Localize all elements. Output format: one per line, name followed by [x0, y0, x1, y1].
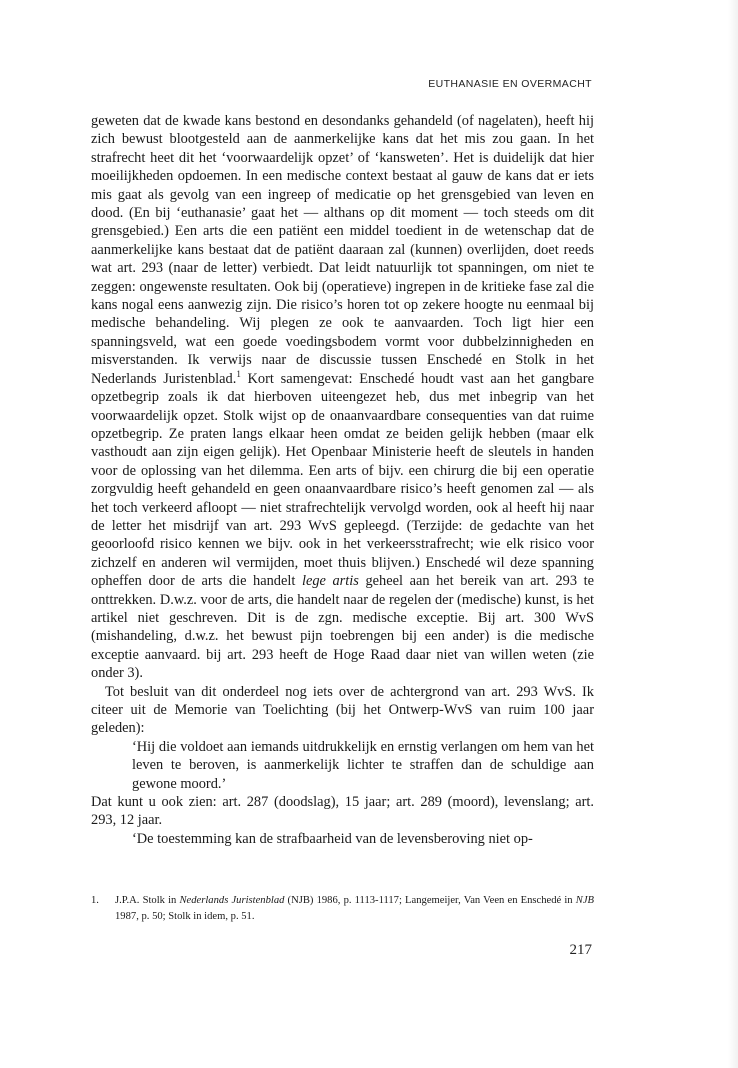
footnotes [91, 893, 594, 924]
footnote-journal-title: Nederlands Juristenblad [179, 895, 285, 906]
page-edge-shadow [728, 0, 738, 1068]
footnote-text-b: (NJB) 1986, p. 1113-1117; Langemeijer, Van Veen en Enschedé in [284, 895, 576, 906]
paragraph-2: Tot besluit van dit onderdeel nog iets over de achtergrond van art. 293 WvS. Ik citeer uit de Memorie van Toelichting (bij het Ontwerp-WvS van ruim 100 jaar geleden): [91, 683, 594, 737]
footnote-journal-abbrev: NJB [575, 895, 594, 906]
paragraph-1-text-c: geheel aan het bereik van art. 293 te onttrekken. D.w.z. voor de arts, die handelt naar de regelen der (medische) kunst, is het artikel niet geschreven. Dit is de zgn. medische exceptie. Bij art. 300 WvS (mishandeling, d.w.z. het bewust pijn toebrengen bij een ander) is die medische exceptie aanvaard. bij art. 293 heeft de Hoge Raad daar niet van willen weten (zie onder 3). [91, 573, 594, 682]
footnote-text-a: J.P.A. Stolk in [115, 895, 180, 906]
paragraph-1-text-b: Kort samengevat: Enschedé houdt vast aan het gangbare opzetbegrip zoals ik dat hierboven uiteengezet heb, dus met inbegrip van het voorwaardelijk opzet. Stolk wijst op de onaanvaardbare consequenties van dat ruime opzetbegrip. Ze praten langs elkaar heen omdat ze beiden gelijk hebben (maar elk vasthoudt aan zijn eigen gelijk). Het Openbaar Ministerie heeft de sleutels in handen voor de oplossing van het dilemma. Een arts of bijv. een chirurg die bij een operatie zorgvuldig heeft gehandeld en geen onaanvaardbare risico’s heeft genomen zal — als het toch verkeerd afloopt — niet strafrechtelijk vervolgd worden, ook al heeft hij naar de letter het misdrijf van art. 293 WvS gepleegd. (Terzijde: de gedachte van het geoorloofd risico kennen we bijv. ook in het verkeersstrafrecht; wie elk risico voor zichzelf en anderen wil vermijden, moet thuis blijven.) Enschedé wil deze spanning opheffen door de arts die handelt [91, 370, 594, 590]
footnote-text [115, 893, 594, 924]
block-quote-2: ‘De toestemming kan de strafbaarheid van de levensberoving niet op- [132, 830, 533, 847]
paragraph-3: Dat kunt u ook zien: art. 287 (doodslag), 15 jaar; art. 289 (moord), levenslang; art. 293, 12 jaar. [91, 794, 594, 829]
footnote-text-c: 1987, p. 50; Stolk in idem, p. 51. [115, 910, 255, 922]
page-number: 217 [569, 942, 592, 958]
italic-term: lege artis [301, 573, 359, 590]
paragraph-1 [91, 112, 594, 683]
running-header: EUTHANASIE EN OVERMACHT [428, 78, 592, 90]
paragraph-1-text-a: geweten dat de kwade kans bestond en desondanks gehandeld (of nagelaten), heeft hij zich bewust blootgesteld aan de aanmerkelijke kans dat het mis zou gaan. In het strafrecht heet dit het ‘voorwaardelijk opzet’ of ‘kansweten’. Het is duidelijk dat hier moeilijkheden opdoemen. In een medische context bestaat al gauw de kans dat er iets mis gaat als gevolg van een ingreep of medicatie op het grensgebied van leven en dood. (En bij ‘euthanasie’ gaat het — althans op dit moment — toch steeds om dit grensgebied.) Een arts die een patiënt een middel toedient in de wetenschap dat de aanmerkelijke kans bestaat dat de patiënt daaraan zal (kunnen) overlijden, doet reeds wat art. 293 (naar de letter) verbiedt. Dat leidt natuurlijk tot spanningen, om niet te zeggen: ongewenste resultaten. Ook bij (operatieve) ingrepen in de kritieke fase zal die kans nogal eens aanwezig zijn. Die risico’s horen tot op zekere hoogte nu eenmaal bij medische behandeling. Wij plegen ze ook te aanvaarden. Toch ligt hier een spanningsveld, wat een goede voedingsbodem vormt voor dubbelzinnigheden en misverstanden. Ik verwijs naar de discussie tussen Enschedé en Stolk in het Nederlands Juristenblad. [91, 113, 594, 387]
footnote-number: 1. [91, 895, 99, 906]
body-text [91, 112, 594, 848]
block-quote-1: ‘Hij die voldoet aan iemands uitdrukkelijk en ernstig verlangen om hem van het leven te beroven, is aanmerkelijk lichter te straffen dan de schuldige aan gewone moord.’ [132, 738, 594, 792]
footnote-item [91, 893, 594, 924]
footnote-reference: 1 [236, 368, 241, 379]
